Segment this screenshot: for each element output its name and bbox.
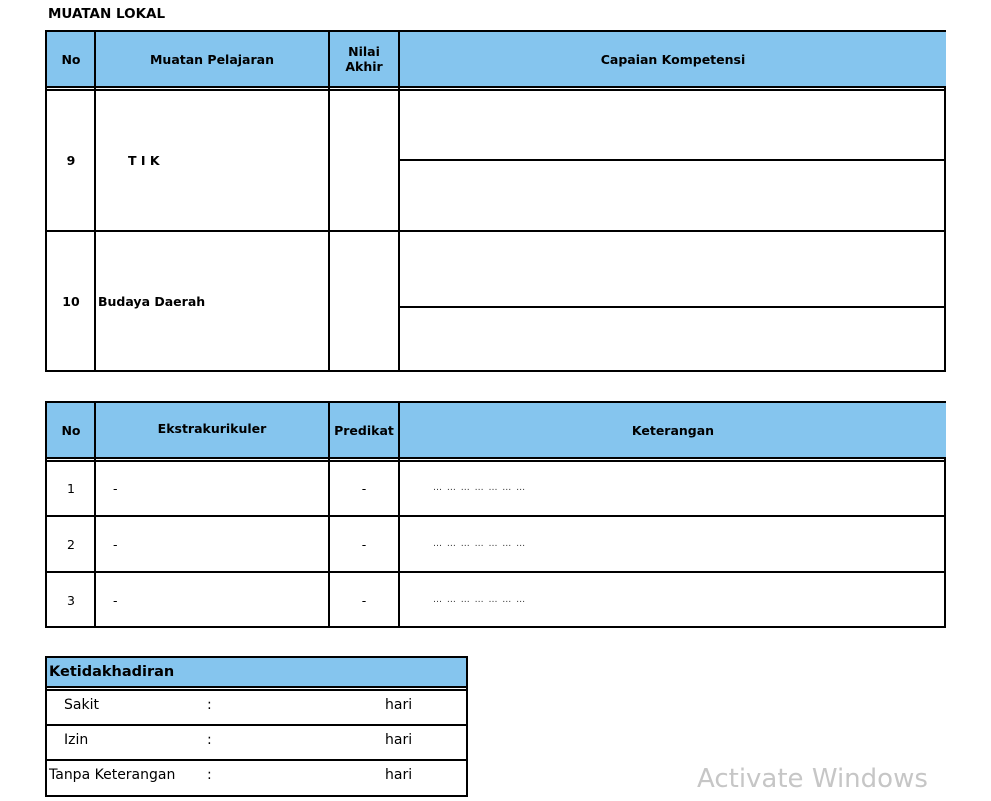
ekskul-row-no: 2 xyxy=(67,536,75,552)
absensi-title: Ketidakhadiran xyxy=(47,658,466,686)
mulok-header-mapel: Muatan Pelajaran xyxy=(96,32,328,86)
ekskul-row-name: - xyxy=(113,480,118,496)
ekskul-row-keterangan: … … … … … … … xyxy=(433,595,527,605)
ekskul-header-no: No xyxy=(47,403,95,457)
mulok-row-no: 9 xyxy=(66,152,76,168)
absensi-table xyxy=(45,656,468,797)
ekskul-table xyxy=(45,401,946,628)
ekskul-header-predikat: Predikat xyxy=(330,403,398,457)
section-title: MUATAN LOKAL xyxy=(48,6,166,22)
ekskul-row-keterangan: … … … … … … … xyxy=(433,539,527,549)
ekskul-row-keterangan: … … … … … … … xyxy=(433,483,527,493)
windows-activation-watermark: Activate Windows xyxy=(697,764,928,794)
absensi-unit: hari xyxy=(385,732,413,748)
absensi-colon: : xyxy=(207,732,212,748)
ekskul-row-predikat: - xyxy=(361,536,367,552)
absensi-colon: : xyxy=(207,697,212,713)
absensi-label: Sakit xyxy=(64,697,99,713)
absensi-unit: hari xyxy=(385,767,413,783)
absensi-label: Tanpa Keterangan xyxy=(49,767,176,783)
absensi-label: Izin xyxy=(64,732,89,748)
mulok-table xyxy=(45,30,946,372)
ekskul-row-predikat: - xyxy=(361,592,367,608)
ekskul-row-name: - xyxy=(113,592,118,608)
mulok-header-capaian: Capaian Kompetensi xyxy=(400,32,946,86)
mulok-row-mapel: T I K xyxy=(128,152,160,168)
ekskul-header-keterangan: Keterangan xyxy=(400,403,946,457)
mulok-header-nilai: Nilai Akhir xyxy=(330,32,398,86)
ekskul-row-no: 3 xyxy=(67,592,75,608)
ekskul-row-no: 1 xyxy=(67,480,75,496)
ekskul-header-ekskul: Ekstrakurikuler xyxy=(96,403,328,457)
absensi-colon: : xyxy=(207,767,212,783)
ekskul-row-predikat: - xyxy=(361,480,367,496)
ekskul-row-name: - xyxy=(113,536,118,552)
absensi-unit: hari xyxy=(385,697,413,713)
mulok-header-no: No xyxy=(47,32,95,86)
mulok-row-no: 10 xyxy=(62,293,80,309)
mulok-row-mapel: Budaya Daerah xyxy=(98,293,206,309)
